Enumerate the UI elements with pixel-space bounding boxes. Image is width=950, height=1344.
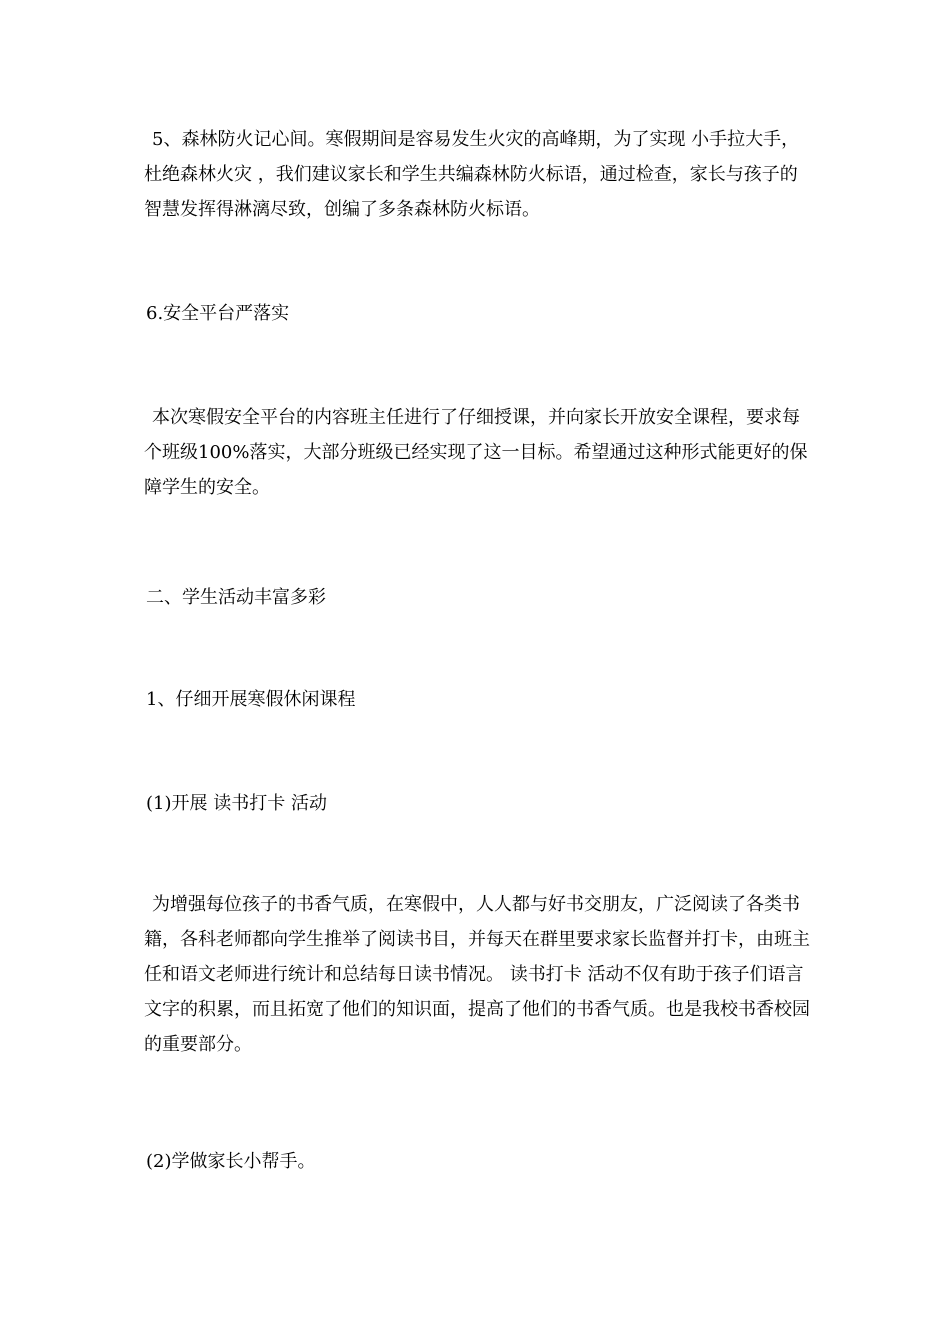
heading-little-helper: (2)学做家长小帮手。	[146, 1151, 316, 1172]
heading-reading-checkin: (1)开展 读书打卡 活动	[146, 793, 327, 814]
paragraph-safety-platform: 本次寒假安全平台的内容班主任进行了仔细授课，并向家长开放安全课程，要求每个班级100%落实，大部分班级已经实现了这一目标。希望通过这种形式能更好的保障学生的安全。	[144, 407, 808, 498]
paragraph-forest-fire-prevention: 5、森林防火记心间。寒假期间是容易发生火灾的高峰期，为了实现 小手拉大手，杜绝森林火灾 ，我们建议家长和学生共编森林防火标语，通过检查，家长与孩子的智慧发挥得淋漓尽致，创编了多条森林防火标语。	[144, 129, 800, 220]
heading-leisure-course: 1、仔细开展寒假休闲课程	[146, 689, 356, 710]
paragraph-reading-checkin: 为增强每位孩子的书香气质，在寒假中，人人都与好书交朋友，广泛阅读了各类书籍，各科老师都向学生推举了阅读书目，并每天在群里要求家长监督并打卡，由班主任和语文老师进行统计和总结每日读书情况。 读书打卡 活动不仅有助于孩子们语言文字的积累，而且拓宽了他们的知识面，提高了他们的书香气质。也是我校书香校园的重要部分。	[144, 894, 810, 1055]
heading-safety-platform: 6.安全平台严落实	[146, 303, 290, 324]
heading-section-two: 二、学生活动丰富多彩	[146, 587, 326, 608]
